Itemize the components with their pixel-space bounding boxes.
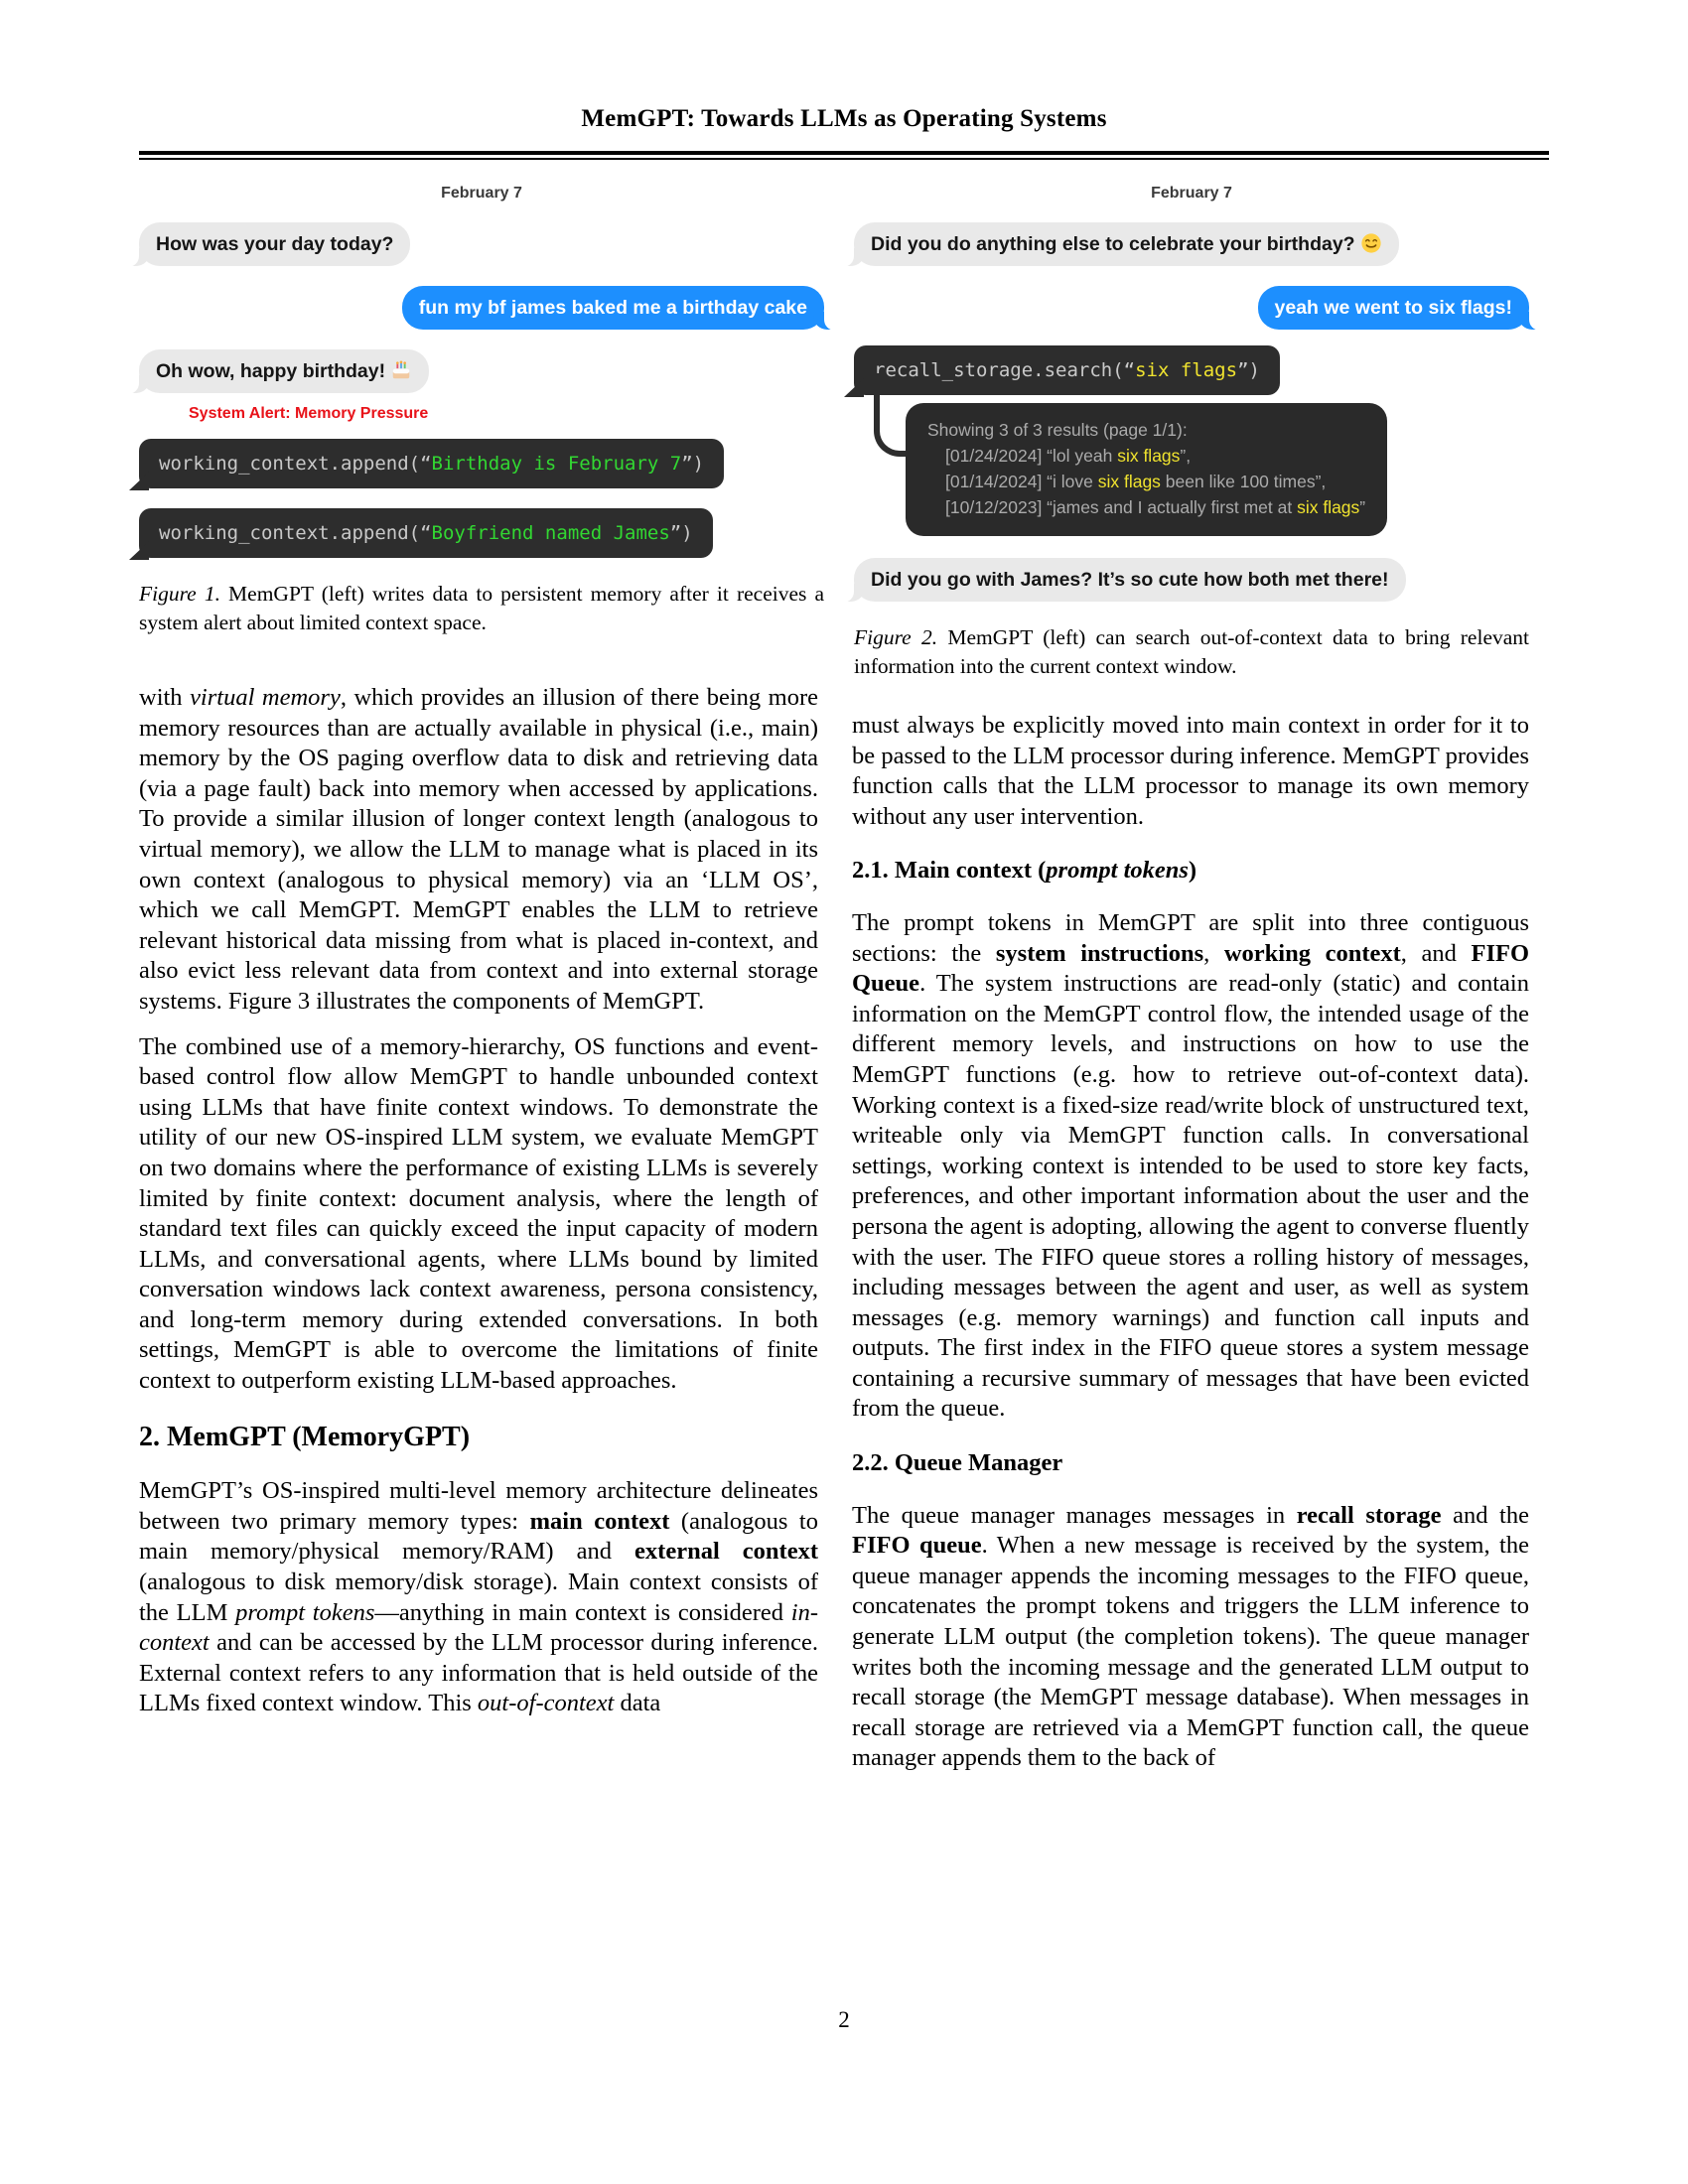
chat-row (854, 222, 1529, 266)
figure-2-chat-mockup (854, 185, 1529, 681)
results-row: [01/24/2024] “lol yeah six flags”, (945, 446, 1192, 466)
chat-bubble-user-gray (139, 349, 429, 393)
chat-bubble-agent-blue (402, 286, 824, 330)
code-bubble-working-context-2: working_context.append(“Boyfriend named James”) (139, 508, 713, 558)
chat-bubble-user-gray (854, 558, 1406, 602)
chat-row (139, 286, 824, 330)
chat-message-text: fun my bf james baked me a birthday cake (418, 297, 807, 319)
code-bubble-recall-search: recall_storage.search(“six flags”) (854, 345, 1280, 395)
body-column-left (139, 683, 818, 1734)
paragraph: The prompt tokens in MemGPT are split into three contiguous sections: the system instructions, working context, and FIFO Queue. The system instructions are read-only (static) and contain information on the MemGPT control flow, the intended usage of the different memory levels, and instructions on how to use the MemGPT functions (e.g. how to retrieve out-of-context data). Working context is a fixed-size read/write block of unstructured text, writeable only via MemGPT function calls. In conversational settings, working context is intended to be used to store key facts, preferences, and other important information about the user and the persona the agent is adopting, allowing the agent to converse fluently with the user. The FIFO queue stores a rolling history of messages, including messages between the agent and user, as well as system messages (e.g. memory warnings) and function call inputs and outputs. The first index in the FIFO queue stores a system message containing a recursive summary of messages that have been evicted from the queue. (852, 908, 1530, 1423)
page-number: 2 (838, 2007, 850, 2032)
header-double-rule (139, 151, 1549, 160)
figure-2-caption: Figure 2. MemGPT (left) can search out-of-context data to bring relevant information into the current context window. (854, 625, 1529, 678)
paper-header-title: MemGPT: Towards LLMs as Operating Systems (581, 105, 1107, 132)
chat-date-label: February 7 (1151, 185, 1232, 202)
chat-bubble-agent-blue (1258, 286, 1529, 330)
chat-message-text: Did you do anything else to celebrate your birthday? (871, 233, 1355, 255)
subsection-heading-2-2: 2.2. Queue Manager (852, 1449, 1063, 1477)
chat-row (139, 222, 824, 266)
search-results-panel (906, 403, 1387, 536)
results-row: [10/12/2023] “james and I actually first met at six flags” (945, 497, 1366, 517)
chat-message-text: Oh wow, happy birthday! (156, 360, 386, 382)
chat-date-label: February 7 (441, 185, 522, 202)
paragraph: must always be explicitly moved into main context in order for it to be passed to the LLM processor during inference. MemGPT provides function calls that the LLM processor to manage its own memory without any user intervention. (852, 712, 1529, 830)
results-row: [01/14/2024] “i love six flags been like 100 times”, (945, 472, 1327, 491)
code-bubble-working-context-1: working_context.append(“Birthday is February 7”) (139, 439, 724, 488)
chat-row (139, 349, 824, 393)
chat-bubble-user-gray (854, 222, 1399, 266)
search-results-wrap (906, 403, 1529, 536)
section-heading-2: 2. MemGPT (MemoryGPT) (139, 1421, 471, 1452)
paragraph: The queue manager manages messages in recall storage and the FIFO queue. When a new message is received by the system, the queue manager appends the incoming messages to the FIFO queue, concatenates the prompt tokens and triggers the LLM inference to generate LLM output (the completion tokens). The queue manager writes both the incoming message and the generated LLM output to recall storage (the MemGPT message database). When messages in recall storage are retrieved via a MemGPT function call, the queue manager appends them to the back of (852, 1501, 1529, 1772)
chat-message-text: yeah we went to six flags! (1274, 297, 1512, 319)
paragraph: MemGPT’s OS-inspired multi-level memory architecture delineates between two primary memory types: main context (analogous to main memory/physical memory/RAM) and external context (analogous to disk memory/disk storage). Main context consists of the LLM prompt tokens—anything in main context is considered in-context and can be accessed by the LLM processor during inference. External context refers to any information that is held outside of the LLMs fixed context window. This out-of-context data (139, 1477, 819, 1717)
paragraph: The combined use of a memory-hierarchy, OS functions and event-based control flow allow MemGPT to handle unbounded context using LLMs that have finite context windows. To demonstrate the utility of our new OS-inspired LLM system, we evaluate MemGPT on two domains where the performance of existing LLMs is severely limited by finite context: document analysis, where the length of standard text files can quickly exceed the input capacity of modern LLMs, and conversational agents, where LLMs bound by limited conversation windows lack context awareness, persona consistency, and long-term memory during extended conversations. In both settings, MemGPT is able to overcome the limitations of finite context to outperform existing LLM-based approaches. (139, 1032, 818, 1395)
smiling-face-emoji (1360, 232, 1382, 254)
chat-bubble-user-gray (139, 222, 410, 266)
subsection-heading-2-1: 2.1. Main context (prompt tokens) (852, 857, 1197, 885)
body-column-right (852, 711, 1529, 1789)
figure-1-chat-mockup (139, 185, 824, 637)
chat-message-text: Did you go with James? It’s so cute how both met there! (871, 569, 1389, 591)
figure-1-caption: Figure 1. MemGPT (left) writes data to persistent memory after it receives a system alert about limited context space. (139, 582, 825, 634)
chat-row (854, 286, 1529, 330)
paragraph: with virtual memory, which provides an illusion of there being more memory resources than are actually available in physical (i.e., main) memory by the OS paging overflow data to disk and retrieving data (via a page fault) back into memory when accessed by applications. To provide a similar illusion of longer context length (analogous to virtual memory), we allow the LLM to manage what is placed in its own context (analogous to physical memory) via an ‘LLM OS’, which we call MemGPT. MemGPT enables the LLM to retrieve relevant historical data missing from what is placed in-context, and also evict less relevant data from context and into external storage systems. Figure 3 illustrates the components of MemGPT. (139, 684, 819, 1015)
chat-row (854, 558, 1529, 602)
chat-message-text: How was your day today? (156, 233, 394, 255)
results-header: Showing 3 of 3 results (page 1/1): (927, 420, 1188, 440)
birthday-cake-emoji (390, 359, 412, 381)
system-alert-text: System Alert: Memory Pressure (189, 405, 429, 422)
